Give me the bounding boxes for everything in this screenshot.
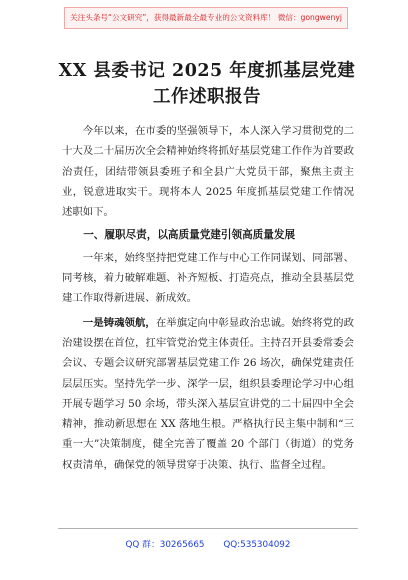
qq-contact-number: QQ:535304092 bbox=[223, 540, 291, 550]
document-body bbox=[62, 121, 354, 475]
paragraph-lead: 一是铸魂领航， bbox=[82, 316, 156, 329]
intro-paragraph: 今年以来，在市委的坚强领导下，本人深入学习贯彻党的二十大及二十届历次全会精神始终将抓好基层党建工作作为首要政治责任，团结带领县委班子和全县广大党员干部，聚焦主责主业，锐意进取实干。现将本人 2025 年度抓基层党建工作情况述职如下。 bbox=[62, 125, 354, 219]
document-title: XX 县委书记 2025 年度抓基层党建工作述职报告 bbox=[58, 61, 356, 107]
body-paragraph bbox=[62, 313, 354, 475]
body-paragraph: 一年来，始终坚持把党建工作与中心工作同谋划、同部署、同考核，着力破解难题、补齐短板、打造亮点，推动全县基层党建工作取得新进展、新成效。 bbox=[62, 251, 354, 305]
qq-group-number: QQ 群：30265665 bbox=[125, 540, 205, 550]
paragraph-text: 在举旗定向中彰显政治忠诚。始终将党的政治建设摆在首位，扛牢管党治党主体责任。主持召开县委常委会会议、专题会议研究部署基层党建工作 26 场次，确保党建责任层层压实。坚持先学一步、深学一层，组织县委理论学习中心组开展专题学习 50 余场，带头深入基层宣讲党的二十届四中全会精神，推动新思想在 XX 落地生根。严格执行民主集中制和“三重一大”决策制度，健全完善了覆盖 20 个部门（街道）的党务权责清单，确保党的领导贯穿于决策、执行、监督全过程。 bbox=[62, 316, 355, 471]
top-promo-banner: 关注头条号“公文研究”，获得最新最全最专业的公文资料库！ 微信：gongwenyj bbox=[64, 7, 348, 29]
section-heading: 一、履职尽责，以高质量党建引领高质量发展 bbox=[83, 229, 296, 242]
page-footer bbox=[58, 528, 358, 550]
